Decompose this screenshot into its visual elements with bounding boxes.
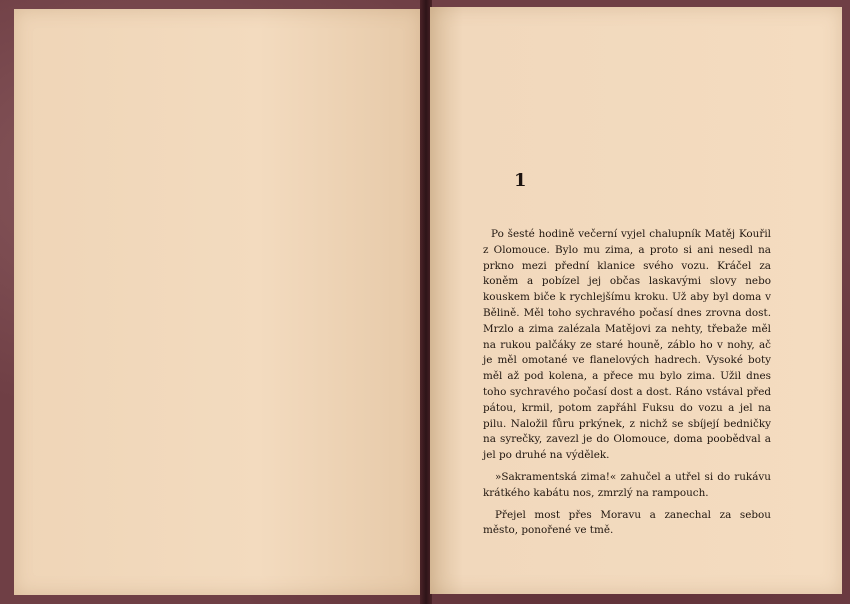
paragraph: »Sakramentská zima!« zahučel a utřel si do rukávu krátkého kabátu nos, zmrzlý na rampouch. <box>483 470 771 499</box>
bleed-through-title <box>28 172 418 208</box>
chapter-number: 1 <box>514 170 527 191</box>
left-page <box>14 9 422 595</box>
paragraph: Přejel most přes Moravu a zanechal za sebou město, ponořené ve tmě. <box>483 508 771 537</box>
paragraph: Po šesté hodině večerní vyjel chalupník Matěj Kouřil z Olomouce. Bylo mu zima, a proto si ani nesedl na prkno mezi přední klanice svého vozu. Kráčel za koněm a pobízel jej občas laskavými slovy nebo kouskem biče k rychlejšímu kroku. Už aby byl doma v Bělině. Měl toho sychravého počasí dnes zrovna dost. Mrzlo a zima zalézala Matějovi za nehty, třebaže měl na rukou palčáky ze staré houně, záblo ho v nohy, ač je měl omotané ve flanelových hadrech. Vysoké boty měl až pod kolena, a přece mu bylo zima. Užil dnes toho sychravého počasí dost a dost. Ráno vstával před pátou, krmil, potom zapřáhl Fuksu do vozu a jel na pilu. Naložil fůru prkýnek, z nichž se sbíjejí bedničky na syrečky, zavezl je do Olomouce, doma poobědval a jel po druhé na výdělek. <box>483 228 771 462</box>
chapter-text <box>483 227 771 545</box>
